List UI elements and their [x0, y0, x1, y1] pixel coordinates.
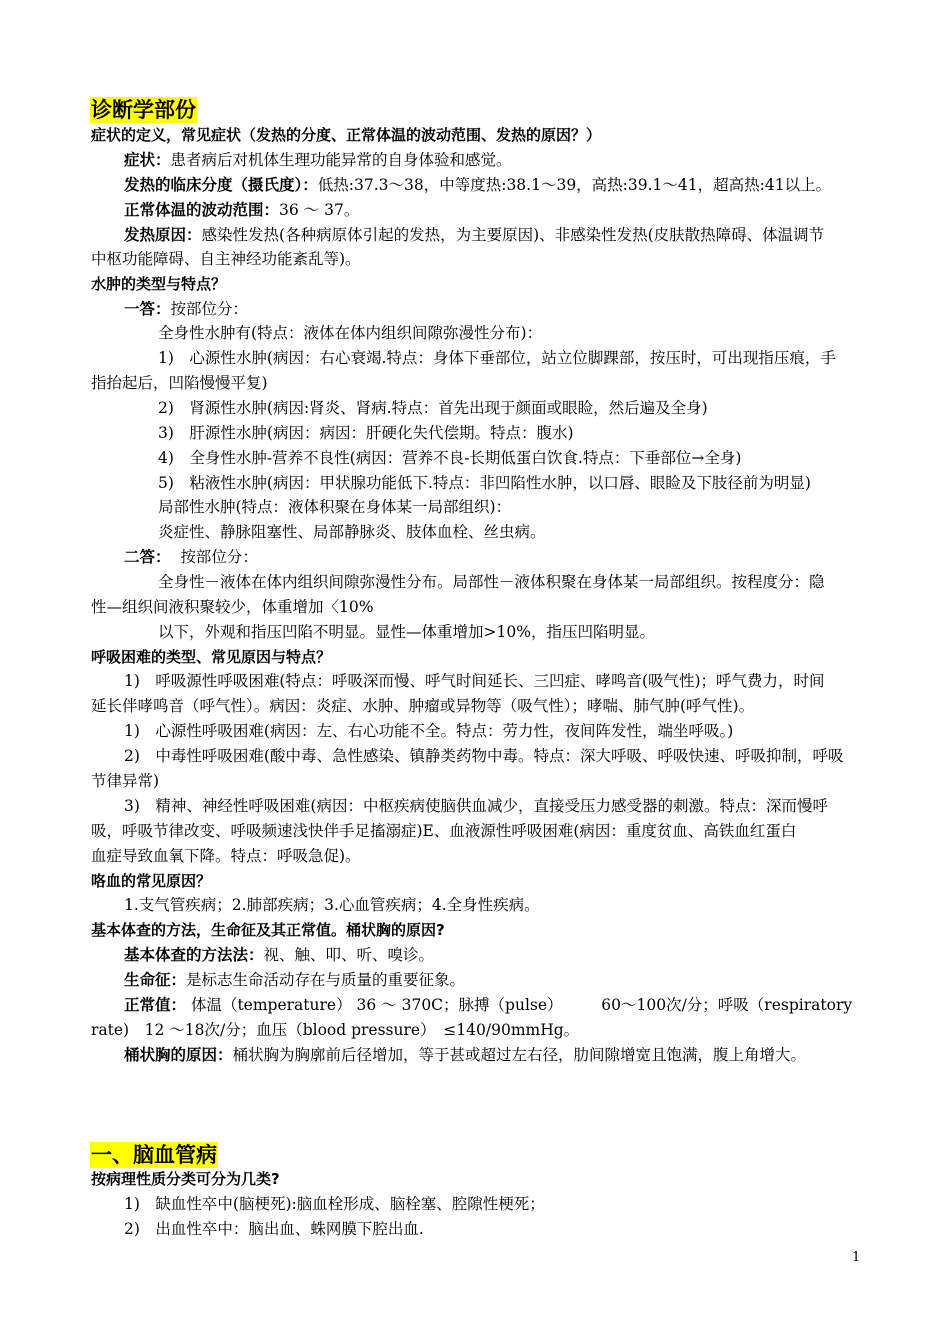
edema-item-2: 2) 肾源性水肿(病因:肾炎、肾病.特点：首先出现于颜面或眼睑，然后遍及全身) — [158, 399, 708, 417]
barrel-chest — [124, 1044, 806, 1066]
question-physical-exam: 基本体查的方法，生命征及其正常值。桶状胸的原因? — [91, 921, 445, 939]
dyspnea-item-1: 1) 呼吸源性呼吸困难(特点：呼吸深而慢、呼气时间延长、三凹症、哮鸣音(吸气性)；呼气费力，时间 — [124, 672, 825, 690]
symptom-label: 症状： — [124, 151, 171, 169]
question-stroke-classification: 按病理性质分类可分为几类? — [91, 1170, 280, 1188]
answer1-intro-text: 按部位分： — [170, 300, 249, 318]
barrel-chest-label: 桶状胸的原因： — [124, 1046, 233, 1064]
stroke-item-2: 2) 出血性卒中：脑出血、蛛网膜下腔出血. — [124, 1220, 424, 1238]
fever-cause-cont: 中枢功能障碍、自主神经功能紊乱等)。 — [91, 250, 361, 268]
answer1-label: 一答： — [124, 300, 171, 318]
question-edema: 水肿的类型与特点？ — [91, 275, 227, 293]
dyspnea-item-4-cont-1: 吸，呼吸节律改变、呼吸频速浅快伴手足搐溺症)E、血液源性呼吸困难(病因：重度贫血、高铁血红蛋白 — [91, 822, 797, 840]
normal-values-cont: rate) 12 ～18次/分；血压（blood pressure） ≤140/90mmHg。 — [91, 1021, 580, 1039]
exam-method — [124, 944, 434, 966]
barrel-chest-text: 桶状胸为胸廓前后径增加，等于甚或超过左右径，肋间隙增宽且饱满，腹上角增大。 — [232, 1046, 807, 1064]
answer2-text-3: 以下，外观和指压凹陷不明显。显性—体重增加>10%，指压凹陷明显。 — [158, 623, 655, 641]
vital-signs — [124, 969, 465, 991]
exam-method-label: 基本体查的方法法： — [124, 946, 264, 964]
question-dyspnea: 呼吸困难的类型、常见原因与特点？ — [91, 648, 332, 666]
normal-values — [124, 994, 852, 1016]
fever-cause-label: 发热原因： — [124, 226, 202, 244]
normal-values-label: 正常值： — [124, 996, 187, 1014]
answer2-text-1: 全身性－液体在体内组织间隙弥漫性分布。局部性－液体积聚在身体某一局部组织。按程度分：隐 — [158, 573, 825, 591]
section-heading-diagnostics: 诊断学部份 — [91, 98, 196, 122]
general-edema: 全身性水肿有(特点：液体在体内组织间隙弥漫性分布)： — [158, 324, 543, 342]
symptom-definition — [124, 149, 512, 171]
normal-temp-label: 正常体温的波动范围： — [124, 201, 280, 219]
page-number: 1 — [852, 1250, 861, 1265]
fever-cause-text: 感染性发热(各种病原体引起的发热，为主要原因)、非感染性发热(皮肤散热障碍、体温调节 — [201, 226, 825, 244]
section-heading-cerebrovascular: 一、脑血管病 — [91, 1143, 217, 1167]
stroke-item-1: 1) 缺血性卒中(脑梗死):脑血栓形成、脑栓塞、腔隙性梗死； — [124, 1195, 545, 1213]
fever-grade-text: 低热:37.3～38，中等度热:38.1～39，高热:39.1～41，超高热:41以上。 — [317, 176, 832, 194]
edema-item-5: 5) 粘液性水肿(病因：甲状腺功能低下.特点：非凹陷性水肿，以口唇、眼睑及下肢径前为明显) — [158, 474, 811, 492]
dyspnea-item-1-cont: 延长伴哮鸣音（呼气性）。病因：炎症、水肿、肿瘤或异物等（吸气性）；哮喘、肺气肿(呼气性)。 — [91, 697, 755, 715]
dyspnea-item-4: 3) 精神、神经性呼吸困难(病因：中枢疾病使脑供血减少，直接受压力感受器的刺激。特点：深而慢呼 — [124, 797, 828, 815]
answer2-label: 二答： — [124, 548, 171, 566]
question-symptoms: 症状的定义，常见症状（发热的分度、正常体温的波动范围、发热的原因？） — [91, 126, 602, 144]
normal-temp-text: 36 ～ 37。 — [279, 201, 360, 219]
hemoptysis-answer: 1.支气管疾病；2.肺部疾病；3.心血管疾病；4.全身性疾病。 — [124, 896, 540, 914]
dyspnea-item-3: 2) 中毒性呼吸困难(酸中毒、急性感染、镇静类药物中毒。特点：深大呼吸、呼吸快速、呼吸抑制，呼吸 — [124, 747, 844, 765]
answer2-intro-text: 按部位分： — [180, 548, 258, 566]
fever-grade-label: 发热的临床分度（摄氏度）： — [124, 176, 318, 194]
symptom-text: 患者病后对机体生理功能异常的自身体验和感觉。 — [170, 151, 512, 169]
normal-values-text: 体温（temperature） 36 ～ 370C；脉搏（pulse） 60～100次/分；呼吸（respiratory — [190, 996, 853, 1014]
edema-item-3: 3) 肝源性水肿(病因：病因：肝硬化失代偿期。特点：腹水) — [158, 424, 574, 442]
fever-cause — [124, 224, 824, 246]
edema-item-1-cont: 指抬起后，凹陷慢慢平复) — [91, 374, 268, 392]
dyspnea-item-4-cont-2: 血症导致血氧下降。特点：呼吸急促)。 — [91, 847, 361, 865]
vital-signs-label: 生命征： — [124, 971, 187, 989]
vital-signs-text: 是标志生命活动存在与质量的重要征象。 — [186, 971, 466, 989]
answer1-intro — [124, 298, 248, 320]
exam-method-text: 视、触、叩、听、嗅诊。 — [263, 946, 435, 964]
dyspnea-item-3-cont: 节律异常) — [91, 772, 160, 790]
edema-item-1: 1) 心源性水肿(病因：右心衰竭.特点：身体下垂部位，站立位脚踝部，按压时，可出现指压痕，手 — [158, 349, 836, 367]
local-edema: 局部性水肿(特点：液体积聚在身体某一局部组织)： — [158, 498, 512, 516]
fever-grade — [124, 174, 831, 196]
question-hemoptysis: 咯血的常见原因？ — [91, 872, 212, 890]
dyspnea-item-2: 1) 心源性呼吸困难(病因：左、右心功能不全。特点：劳力性，夜间阵发性，端坐呼吸。) — [124, 722, 734, 740]
answer2-text-2: 性—组织间液积聚较少，体重增加〈10% — [91, 598, 374, 616]
normal-temp — [124, 199, 359, 221]
edema-item-4: 4) 全身性水肿-营养不良性(病因：营养不良-长期低蛋白饮食.特点：下垂部位→全身) — [158, 449, 742, 467]
local-edema-causes: 炎症性、静脉阻塞性、局部静脉炎、肢体血栓、丝虫病。 — [158, 523, 546, 541]
answer2-intro — [124, 546, 258, 568]
